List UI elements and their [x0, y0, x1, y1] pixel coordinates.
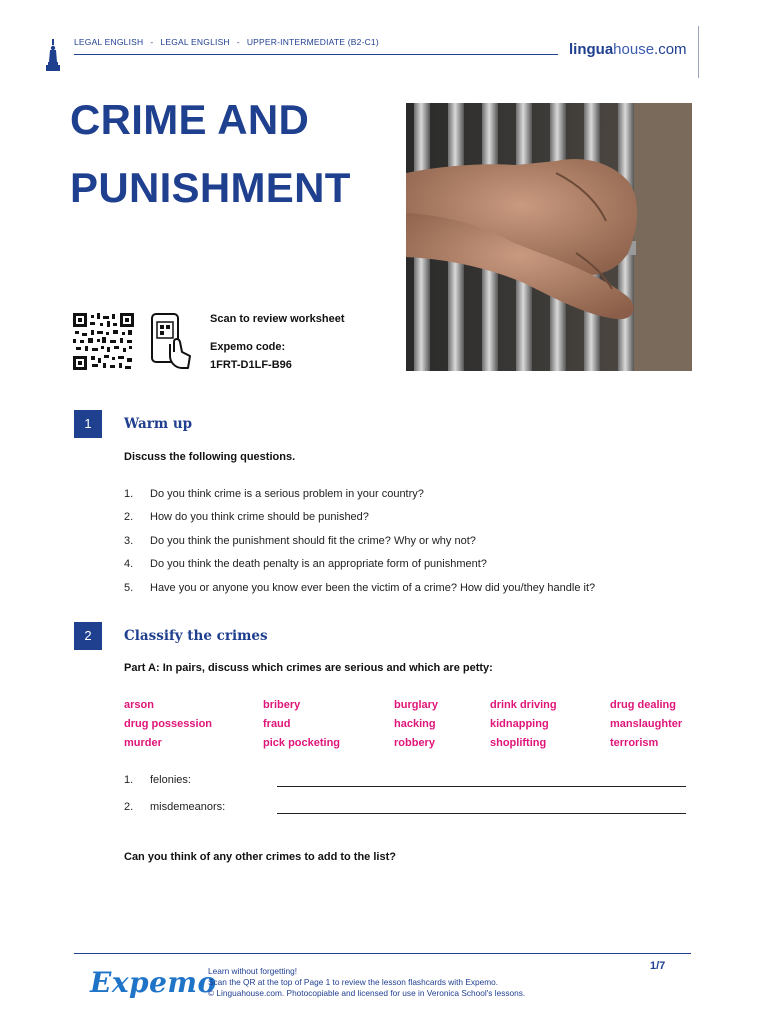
question-number: 5.	[124, 582, 134, 594]
question-item	[124, 582, 595, 594]
question-text: Do you think crime is a serious problem in your country?	[150, 488, 424, 500]
crime-word: robbery	[394, 737, 435, 749]
answer-label	[124, 801, 225, 813]
footer-copyright: © Linguahouse.com. Photocopiable and licensed for use in Veronica School's lessons.	[208, 988, 526, 998]
breadcrumb-separator: -	[150, 37, 154, 47]
brand-bold: lingua	[569, 41, 614, 58]
crime-word: drug dealing	[610, 699, 676, 711]
question-item	[124, 511, 369, 523]
question-item	[124, 535, 476, 547]
page-title-line2: PUNISHMENT	[70, 164, 351, 211]
section-number: 1	[74, 410, 102, 438]
crime-word: murder	[124, 737, 162, 749]
question-number: 1.	[124, 488, 134, 500]
crime-word: kidnapping	[490, 718, 549, 730]
answer-label-text: felonies:	[150, 774, 191, 786]
answer-line[interactable]	[277, 813, 686, 814]
question-number: 3.	[124, 535, 134, 547]
brand-light: house	[613, 41, 655, 58]
section-title: Warm up	[124, 416, 193, 432]
expemo-code-label: Expemo code:	[210, 341, 286, 353]
question-number: 2.	[124, 511, 134, 523]
crime-word: terrorism	[610, 737, 659, 749]
expemo-logo: Expemo	[90, 966, 217, 999]
page-number: 1/7	[650, 960, 666, 972]
breadcrumb-item: LEGAL ENGLISH	[74, 37, 144, 47]
section-title: Classify the crimes	[124, 628, 268, 644]
breadcrumb	[74, 37, 379, 47]
crime-word: manslaughter	[610, 718, 683, 730]
question-text: Have you or anyone you know ever been the victim of a crime? How did you/they handle it?	[150, 582, 596, 594]
question-item	[124, 488, 424, 500]
footer-divider	[74, 953, 691, 954]
answer-label-text: misdemeanors:	[150, 801, 226, 813]
breadcrumb-item: LEGAL ENGLISH	[160, 37, 230, 47]
followup-question: Can you think of any other crimes to add to the list?	[124, 851, 396, 863]
crime-word: fraud	[263, 718, 291, 730]
answer-line[interactable]	[277, 786, 686, 787]
scan-instruction: Scan to review worksheet	[210, 313, 345, 325]
crime-word: burglary	[394, 699, 439, 711]
crime-word: pick pocketing	[263, 737, 341, 749]
brand-logo	[569, 41, 687, 58]
breadcrumb-separator: -	[236, 37, 240, 47]
answer-number: 1.	[124, 774, 134, 786]
crime-word: shoplifting	[490, 737, 547, 749]
statue-of-liberty-icon	[46, 38, 62, 72]
crime-word: arson	[124, 699, 154, 711]
question-text: How do you think crime should be punished?	[150, 511, 369, 523]
crime-word: bribery	[263, 699, 301, 711]
section-instruction: Discuss the following questions.	[124, 451, 296, 463]
answer-number: 2.	[124, 801, 134, 813]
brand-tld: .com	[654, 41, 687, 58]
section-instruction: Part A: In pairs, discuss which crimes are serious and which are petty:	[124, 662, 493, 674]
footer-instruction: Scan the QR at the top of Page 1 to review the lesson flashcards with Expemo.	[208, 977, 499, 987]
footer-tagline: Learn without forgetting!	[208, 966, 298, 976]
answer-label	[124, 774, 191, 786]
crime-word: drink driving	[490, 699, 557, 711]
qr-code[interactable]	[73, 313, 134, 370]
page-title-line1: CRIME AND	[70, 96, 310, 143]
breadcrumb-item: UPPER-INTERMEDIATE (B2-C1)	[246, 37, 379, 47]
phone-scan-icon	[150, 312, 192, 372]
question-item	[124, 558, 487, 570]
crime-word: hacking	[394, 718, 436, 730]
expemo-code: 1FRT-D1LF-B96	[210, 359, 292, 371]
section-number: 2	[74, 622, 102, 650]
header-vertical-rule	[698, 26, 699, 78]
header-divider	[74, 54, 558, 55]
prison-bars-photo	[406, 103, 692, 371]
crime-word: drug possession	[124, 718, 213, 730]
question-text: Do you think the death penalty is an appropriate form of punishment?	[150, 558, 487, 570]
question-number: 4.	[124, 558, 134, 570]
question-text: Do you think the punishment should fit the crime? Why or why not?	[150, 535, 476, 547]
